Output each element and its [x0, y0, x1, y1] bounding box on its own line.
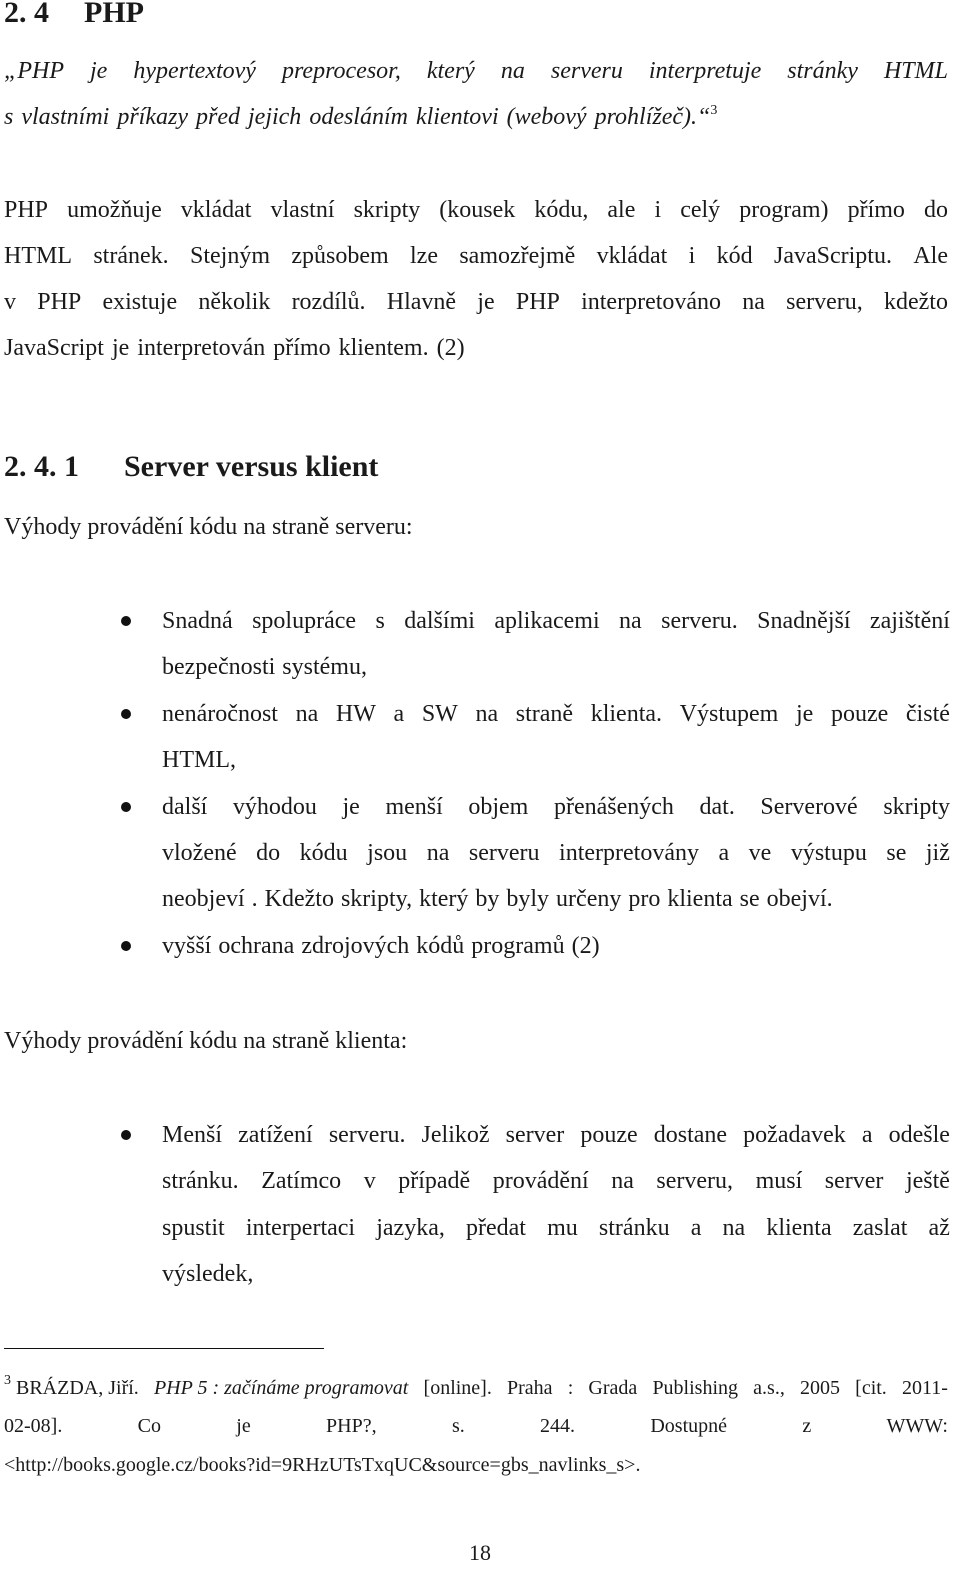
word: přímo: [847, 197, 905, 223]
client-advantages-intro: Výhody provádění kódu na straně klienta:: [4, 1028, 408, 1054]
word: na: [722, 1214, 746, 1241]
bullet-item-line: [162, 598, 950, 644]
word: zaslat: [852, 1214, 908, 1241]
word: .: [251, 886, 258, 913]
footnote-separator: [4, 1348, 324, 1349]
word: PHP: [4, 197, 49, 223]
word: příkazy: [117, 104, 188, 130]
word: (webový: [506, 104, 587, 130]
word: (kousek: [439, 197, 516, 223]
word: vyšší: [162, 932, 212, 959]
word: stránek.: [93, 243, 169, 269]
word: odesláním: [309, 104, 408, 130]
subsection-heading: [4, 450, 378, 484]
subsection-number: 2. 4. 1: [4, 450, 79, 483]
word: by: [475, 886, 500, 913]
word: preprocesor,: [281, 58, 401, 84]
word: se: [886, 840, 907, 866]
word: interpertaci: [245, 1214, 356, 1241]
page-number: 18: [469, 1540, 491, 1565]
bullet-item-line: [162, 1158, 950, 1204]
word: umožňuje: [67, 197, 162, 223]
word: klienta: [766, 1214, 832, 1241]
word: lze: [410, 243, 438, 269]
footnote-line: [4, 1407, 948, 1445]
word: Výstupem: [679, 700, 779, 727]
bullet-item-line: [162, 784, 950, 830]
bullet-item-line: [162, 644, 950, 690]
word: klientem.: [338, 335, 429, 361]
bullet-icon: [121, 941, 131, 951]
word: server: [505, 1122, 565, 1148]
word: :: [567, 1377, 574, 1399]
word: Snadná: [162, 608, 233, 634]
word: zajištění: [869, 608, 950, 634]
word: v: [4, 289, 16, 315]
word: před: [196, 104, 240, 130]
footnote-title: PHP 5 : začínáme programovat: [153, 1377, 409, 1399]
word: na: [611, 1168, 634, 1195]
word: způsobem: [291, 243, 389, 269]
word: obejví.: [766, 886, 833, 913]
word: ale: [607, 197, 636, 223]
word: 2011-: [901, 1377, 948, 1399]
word: výhodou: [232, 793, 317, 820]
word: je: [477, 289, 495, 315]
word: na: [295, 700, 319, 727]
word: nenáročnost: [162, 700, 278, 727]
paragraph-line: [4, 279, 948, 325]
word: spolupráce: [252, 608, 357, 634]
word: výsledek,: [162, 1261, 254, 1288]
word: čisté: [905, 700, 950, 727]
word: jsou: [367, 840, 408, 866]
word: je: [90, 58, 108, 84]
word: dalšími: [404, 608, 475, 634]
word: i: [654, 197, 662, 223]
bullet-item-line: [162, 830, 950, 876]
word: určeny: [556, 886, 622, 913]
word: kdežto: [884, 289, 948, 315]
word: skripty: [353, 197, 421, 223]
word: PHP: [515, 289, 560, 315]
word: interpretován: [137, 335, 266, 361]
word: a: [718, 840, 730, 866]
section-heading: [4, 0, 144, 30]
word: aplikacemi: [494, 608, 600, 634]
word: byly: [506, 886, 550, 913]
word: rozdílů.: [291, 289, 366, 315]
quote-line: [4, 94, 948, 140]
bullet-item-line: [162, 691, 950, 737]
word: bezpečnosti: [162, 654, 276, 681]
word: Serverové: [760, 793, 858, 820]
word: předat: [466, 1214, 526, 1241]
word: 02-08].: [4, 1415, 63, 1437]
word: klienta: [667, 886, 733, 913]
word: serveru.: [328, 1122, 406, 1148]
word: zdrojových: [301, 932, 410, 959]
word: interpretuje: [648, 58, 762, 84]
word: s: [375, 608, 385, 634]
word: vložené: [162, 840, 237, 866]
paragraph-line: [4, 187, 948, 233]
word: pouze: [580, 1122, 638, 1148]
word: HTML: [4, 243, 72, 269]
bullet-icon: [121, 1130, 131, 1140]
word: s: [4, 104, 14, 130]
word: je: [342, 793, 360, 820]
word: případě: [398, 1168, 471, 1195]
word: serveru,: [656, 1168, 734, 1195]
word: <http://books.google.cz/books?id=9RHzUTsTxqUC&source=gbs_navlinks_s>.: [4, 1454, 641, 1476]
word: HTML,: [162, 747, 236, 774]
word: samozřejmě: [459, 243, 576, 269]
word: na: [475, 700, 499, 727]
word: a: [393, 700, 405, 727]
word: pouze: [830, 700, 889, 727]
word: na: [619, 608, 642, 634]
word: přenášených: [553, 793, 674, 820]
quote-line: [4, 48, 948, 94]
word: Grada: [588, 1377, 638, 1399]
word: několik: [198, 289, 271, 315]
footnote-number: 3: [4, 1373, 11, 1388]
word: Kdežto: [264, 886, 334, 913]
word: ještě: [905, 1168, 950, 1195]
word: na: [742, 289, 765, 315]
word: existuje: [102, 289, 178, 315]
word: jejich: [248, 104, 302, 130]
bullet-item-line: [162, 737, 950, 783]
footnote-line: [4, 1369, 948, 1407]
word: SW: [421, 700, 458, 727]
word: až: [928, 1214, 950, 1241]
server-advantages-intro: Výhody provádění kódu na straně serveru:: [4, 514, 413, 540]
paragraph-line: [4, 325, 948, 371]
word: Dostupné: [650, 1415, 728, 1437]
word: Jelikož: [421, 1122, 490, 1148]
word: je: [111, 335, 130, 361]
word: hypertextový: [133, 58, 256, 84]
word: jazyka,: [376, 1214, 445, 1241]
bullet-icon: [121, 709, 131, 719]
word: prohlížeč).“$^3$: [594, 103, 718, 130]
word: zatížení: [238, 1122, 313, 1148]
word: kód: [716, 243, 753, 269]
word: JavaScript: [4, 335, 104, 361]
word: a: [690, 1214, 702, 1241]
word: vlastní: [270, 197, 335, 223]
word: serveru.: [661, 608, 738, 634]
word: HTML: [883, 58, 948, 84]
word: straně: [515, 700, 574, 727]
word: systému,: [282, 654, 367, 681]
word: je: [236, 1415, 251, 1437]
word: spustit: [162, 1214, 225, 1241]
footnote-reference: 3: [710, 103, 718, 118]
word: PHP?,: [326, 1415, 377, 1437]
word: Snadnější: [757, 608, 851, 634]
word: stránky: [787, 58, 858, 84]
word: menší: [385, 793, 443, 820]
word: další: [162, 793, 208, 820]
word: (2): [436, 335, 465, 361]
bullet-icon: [121, 616, 131, 626]
word: vkládat: [596, 243, 668, 269]
word: Ale: [913, 243, 948, 269]
word: z: [802, 1415, 812, 1437]
section-title: PHP: [84, 0, 144, 29]
word: Stejným: [190, 243, 271, 269]
word: se: [739, 886, 760, 913]
word: pro: [628, 886, 661, 913]
bullet-item-line: [162, 1205, 950, 1251]
word: stránku: [598, 1214, 670, 1241]
word: serveru,: [786, 289, 863, 315]
word: vkládat: [180, 197, 252, 223]
word: vlastními: [21, 104, 110, 130]
word: Menší: [162, 1122, 222, 1148]
word: kódu,: [534, 197, 589, 223]
word: i: [688, 243, 696, 269]
word: na: [426, 840, 450, 866]
word: neobjeví: [162, 886, 245, 913]
word: do: [923, 197, 948, 223]
word: požadavek: [743, 1122, 846, 1148]
word: provádění: [492, 1168, 589, 1195]
word: JavaScriptu.: [773, 243, 892, 269]
word: [online].: [423, 1377, 492, 1399]
word: je: [795, 700, 814, 727]
bullet-item-line: [162, 923, 950, 969]
word: odešle: [888, 1122, 950, 1148]
word: objem: [468, 793, 529, 820]
word: a: [861, 1122, 873, 1148]
word: 2005: [800, 1377, 840, 1399]
word: celý: [680, 197, 721, 223]
word: s.: [451, 1415, 465, 1437]
word: stránku.: [162, 1168, 239, 1195]
word: Zatímco: [261, 1168, 342, 1195]
word: programů: [471, 932, 565, 959]
word: musí: [755, 1168, 803, 1195]
word: již: [925, 840, 950, 866]
word: server: [824, 1168, 884, 1195]
word: do: [256, 840, 281, 866]
word: (2): [571, 932, 600, 959]
word: Hlavně: [386, 289, 457, 315]
word: klientovi: [415, 104, 499, 130]
word: program): [739, 197, 829, 223]
bullet-icon: [121, 802, 131, 812]
word: mu: [547, 1214, 578, 1241]
word: serveru: [468, 840, 540, 866]
word: Co: [137, 1415, 161, 1437]
section-number: 2. 4: [4, 0, 49, 29]
word: WWW:: [886, 1415, 948, 1437]
word: 244.: [540, 1415, 576, 1437]
word: Publishing: [652, 1377, 739, 1399]
word: skripty: [883, 793, 950, 820]
word: Praha: [507, 1377, 553, 1399]
word: kódu: [299, 840, 348, 866]
word: dostane: [653, 1122, 728, 1148]
word: ve: [748, 840, 772, 866]
footnote-author: $^3$ BRÁZDA, Jiří.: [4, 1373, 139, 1399]
word: dat.: [699, 793, 735, 820]
word: interpretovány: [559, 840, 699, 866]
bullet-item-line: [162, 1251, 950, 1297]
word: ochrana: [218, 932, 295, 959]
word: přímo: [273, 335, 331, 361]
word: [cit.: [855, 1377, 887, 1399]
word: „PHP: [4, 58, 64, 84]
bullet-item-line: [162, 1112, 950, 1158]
word: interpretováno: [581, 289, 722, 315]
word: který: [426, 58, 475, 84]
footnote-line: [4, 1446, 948, 1484]
word: kódů: [416, 932, 465, 959]
word: v: [363, 1168, 376, 1195]
paragraph-line: [4, 233, 948, 279]
subsection-title: Server versus klient: [124, 450, 379, 483]
word: serveru: [550, 58, 623, 84]
word: klienta.: [590, 700, 663, 727]
word: skripty,: [340, 886, 413, 913]
word: na: [500, 58, 525, 84]
bullet-item-line: [162, 876, 950, 922]
word: výstupu: [790, 840, 867, 866]
word: a.s.,: [753, 1377, 785, 1399]
word: PHP: [37, 289, 82, 315]
word: který: [419, 886, 469, 913]
word: HW: [335, 700, 376, 727]
